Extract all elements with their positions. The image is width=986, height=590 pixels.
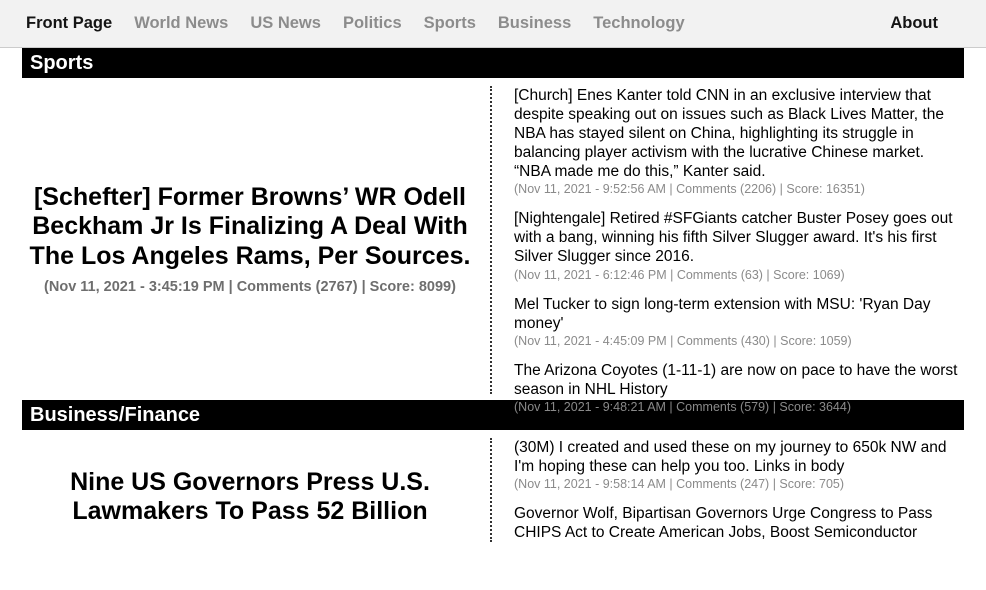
list-item[interactable] <box>514 86 964 196</box>
story-title[interactable]: [Nightengale] Retired #SFGiants catcher Buster Posey goes out with a bang, winning his fifth Silver Slugger award. It's his first Silver Slugger since 2016. <box>514 210 953 266</box>
story-meta: (Nov 11, 2021 - 6:12:46 PM | Comments (63) | Score: 1069) <box>514 267 845 282</box>
nav-link-us-news[interactable]: US News <box>250 14 321 32</box>
section-header-sports <box>22 48 964 78</box>
story-title[interactable]: (30M) I created and used these on my journey to 650k NW and I'm hoping these can help you too. Links in body <box>514 439 947 476</box>
story-meta: (Nov 11, 2021 - 4:45:09 PM | Comments (430) | Score: 1059) <box>514 333 852 348</box>
lead-story-headline[interactable]: [Schefter] Former Browns’ WR Odell Beckham Jr Is Finalizing A Deal With The Los Angeles Rams, Per Sources. <box>29 182 471 270</box>
list-item[interactable] <box>514 504 964 542</box>
lead-story-business[interactable] <box>22 430 490 548</box>
story-meta: (Nov 11, 2021 - 9:48:21 AM | Comments (579) | Score: 3644) <box>514 399 851 414</box>
nav-link-business[interactable]: Business <box>497 14 572 32</box>
section-body-sports <box>22 78 964 414</box>
list-item[interactable] <box>514 438 964 491</box>
story-list-sports <box>492 78 964 414</box>
nav-link-world-news[interactable]: World News <box>134 14 229 32</box>
lead-story-headline[interactable]: Nine US Governors Press U.S. Lawmakers To Pass 52 Billion <box>70 467 430 526</box>
lead-story-meta: (Nov 11, 2021 - 3:45:19 PM | Comments (2767) | Score: 8099) <box>44 279 456 296</box>
nav-links <box>26 14 890 33</box>
list-item[interactable] <box>514 295 964 348</box>
story-meta: (Nov 11, 2021 - 9:58:14 AM | Comments (247) | Score: 705) <box>514 477 845 492</box>
story-title[interactable]: The Arizona Coyotes (1-11-1) are now on pace to have the worst season in NHL History <box>514 361 958 398</box>
lead-story-sports[interactable] <box>22 78 490 400</box>
nav-link-technology[interactable]: Technology <box>593 14 685 32</box>
nav-link-politics[interactable]: Politics <box>342 14 402 32</box>
top-navigation-bar <box>0 0 986 48</box>
story-title[interactable]: [Church] Enes Kanter told CNN in an exclusive interview that despite speaking out on issues such as Black Lives Matter, the NBA has stayed silent on China, highlighting its struggle in balancing player activism with the lucrative Chinese market. “NBA made me do this,” Kanter said. <box>514 87 944 181</box>
section-body-business-finance <box>22 430 964 548</box>
story-meta: (Nov 11, 2021 - 9:52:56 AM | Comments (2206) | Score: 16351) <box>514 182 865 197</box>
nav-link-about[interactable]: About <box>890 14 938 32</box>
section-title: Business/Finance <box>30 403 201 426</box>
section-title: Sports <box>30 51 94 74</box>
list-item[interactable] <box>514 361 964 414</box>
nav-link-front-page[interactable]: Front Page <box>26 14 113 32</box>
story-list-business <box>492 430 964 548</box>
story-title[interactable]: Mel Tucker to sign long-term extension with MSU: 'Ryan Day money' <box>514 295 931 332</box>
list-item[interactable] <box>514 209 964 281</box>
nav-link-sports[interactable]: Sports <box>423 14 476 32</box>
story-title[interactable]: Governor Wolf, Bipartisan Governors Urge Congress to Pass CHIPS Act to Create American Jobs, Boost Semiconductor <box>514 505 933 542</box>
